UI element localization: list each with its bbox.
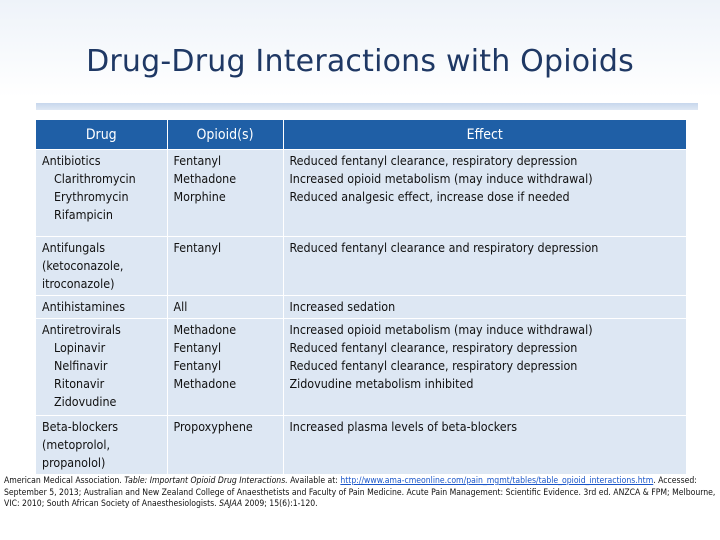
effect-item: Increased opioid metabolism (may induce withdrawal) — [289, 322, 593, 337]
reference-text — [4, 476, 716, 511]
effect-item: Increased plasma levels of beta-blockers — [289, 419, 517, 434]
opioid-item: Methadone — [173, 376, 237, 391]
reference-part: . Accessed: September 5, 2013; Australian and New Zealand College of Anaesthetists and Faculty of Pain Medicine. Acute Pain Management: Scientific Evidence. 3rd ed. ANZCA & FPM; Melbourne, VIC: 2010; South African Society of Anaesthesiologists. — [4, 476, 716, 509]
drug-item: Ritonavir — [54, 376, 105, 391]
header-effect: Effect — [283, 120, 686, 150]
effect-item: Zidovudine metabolism inhibited — [289, 376, 474, 391]
effect-item: Reduced analgesic effect, increase dose if needed — [289, 189, 570, 204]
effect-item: Reduced fentanyl clearance, respiratory depression — [289, 340, 578, 355]
slide-title: Drug-Drug Interactions with Opioids — [86, 44, 634, 79]
opioid-item: Fentanyl — [173, 240, 222, 255]
drug-item: Erythromycin — [54, 189, 129, 204]
effect-cell — [283, 237, 686, 296]
header-opioids: Opioid(s) — [167, 120, 283, 150]
drug-cell — [36, 319, 167, 416]
table-header-row — [36, 120, 686, 150]
drug-item: Clarithromycin — [54, 171, 136, 186]
opioid-item: Fentanyl — [173, 340, 222, 355]
drug-class: Antifungals — [42, 240, 106, 255]
opioid-item: Methadone — [173, 322, 237, 337]
drug-item: itroconazole) — [42, 276, 115, 291]
effect-item: Reduced fentanyl clearance, respiratory depression — [289, 358, 578, 373]
reference-part: Available at: — [287, 476, 341, 486]
opioid-item: All — [173, 299, 188, 314]
drug-item: Lopinavir — [54, 340, 106, 355]
opioid-cell — [167, 237, 283, 296]
opioid-item: Fentanyl — [173, 358, 222, 373]
effect-item: Increased sedation — [289, 299, 396, 314]
opioid-item: Methadone — [173, 171, 237, 186]
opioid-cell — [167, 416, 283, 475]
effect-item: Increased opioid metabolism (may induce withdrawal) — [289, 171, 593, 186]
opioid-cell — [167, 296, 283, 319]
drug-class: Beta-blockers — [42, 419, 119, 434]
table-row — [36, 237, 686, 296]
effect-item: Reduced fentanyl clearance and respiratory depression — [289, 240, 599, 255]
reference-link[interactable]: http://www.ama-cmeonline.com/pain_mgmt/tables/table_opioid_interactions.htm — [340, 476, 654, 486]
opioid-item: Morphine — [173, 189, 226, 204]
table-row — [36, 150, 686, 237]
effect-cell — [283, 319, 686, 416]
drug-cell — [36, 237, 167, 296]
drug-item: Zidovudine — [54, 394, 117, 409]
table-row — [36, 296, 686, 319]
reference-part: American Medical Association. — [4, 476, 125, 486]
drug-class: Antihistamines — [42, 299, 126, 314]
opioid-item: Propoxyphene — [173, 419, 253, 434]
effect-item: Reduced fentanyl clearance, respiratory depression — [289, 153, 578, 168]
drug-class: Antibiotics — [42, 153, 101, 168]
interactions-table — [36, 120, 686, 474]
drug-item: (metoprolol, — [42, 437, 111, 452]
opioid-item: Fentanyl — [173, 153, 222, 168]
opioid-cell — [167, 319, 283, 416]
effect-cell — [283, 150, 686, 237]
reference-italic: Table: Important Opioid Drug Interactions. — [124, 476, 288, 486]
drug-cell — [36, 416, 167, 475]
title-divider — [36, 103, 698, 110]
drug-class: Antiretrovirals — [42, 322, 121, 337]
table-row — [36, 416, 686, 475]
drug-item: propanolol) — [42, 455, 106, 470]
reference-italic: SAJAA — [219, 499, 243, 509]
table-row — [36, 319, 686, 416]
drug-item: Nelfinavir — [54, 358, 108, 373]
opioid-cell — [167, 150, 283, 237]
effect-cell — [283, 416, 686, 475]
drug-cell — [36, 150, 167, 237]
drug-item: Rifampicin — [54, 207, 113, 222]
header-drug: Drug — [36, 120, 167, 150]
drug-item: (ketoconazole, — [42, 258, 124, 273]
drug-cell — [36, 296, 167, 319]
reference-part: 2009; 15(6):1-120. — [242, 499, 318, 509]
effect-cell — [283, 296, 686, 319]
